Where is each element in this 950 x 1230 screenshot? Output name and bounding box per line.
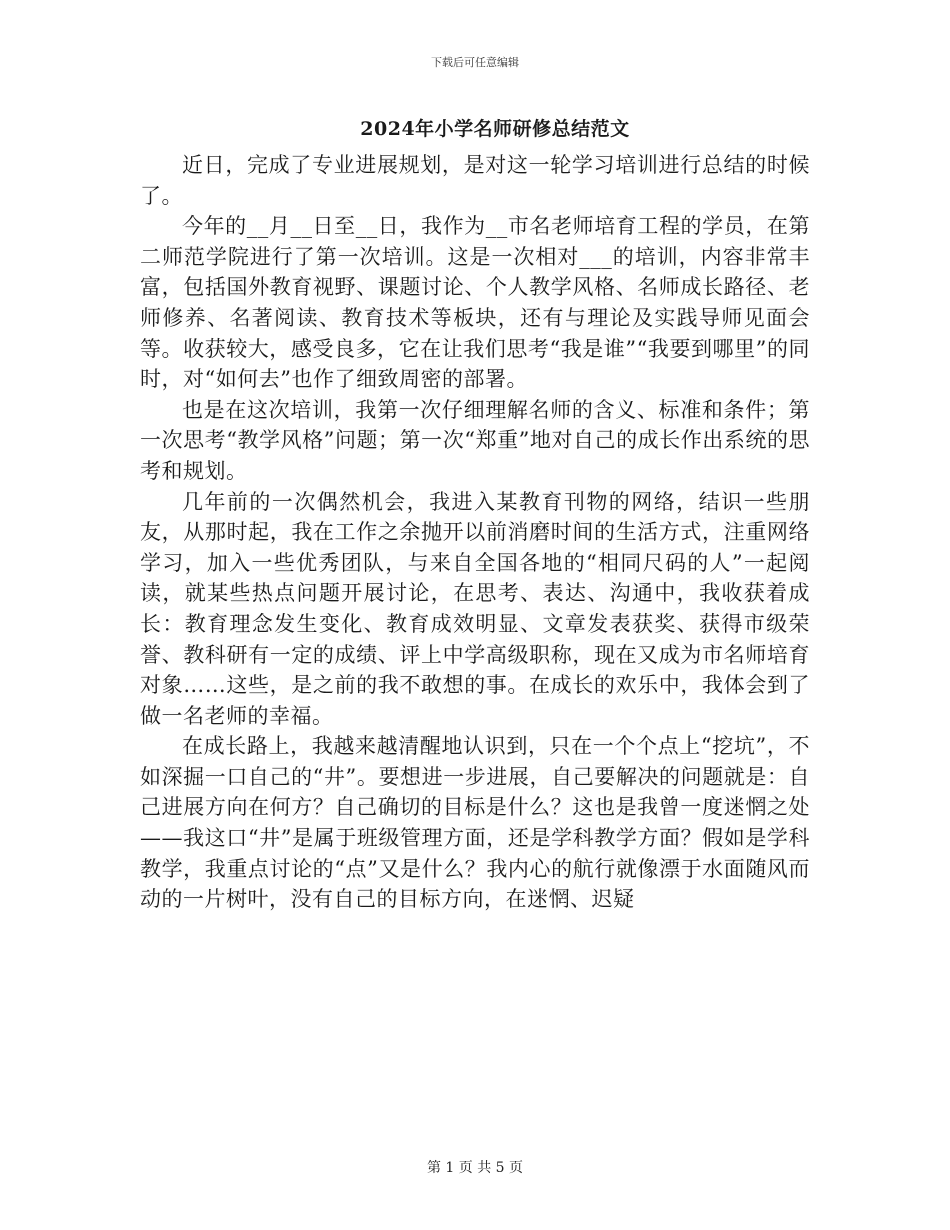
- paragraph: 几年前的一次偶然机会，我进入某教育刊物的网络，结识一些朋友，从那时起，我在工作之余抛开以前消磨时间的生活方式，注重网络学习，加入一些优秀团队，与来自全国各地的“相同尺码的人”一起阅读，就某些热点问题开展讨论，在思考、表达、沟通中，我收获着成长：教育理念发生变化、教育成效明显、文章发表获奖、获得市级荣誉、教科研有一定的成绩、评上中学高级职称，现在又成为市名师培育对象……这些，是之前的我不敢想的事。在成长的欢乐中，我体会到了做一名老师的幸福。: [140, 489, 810, 728]
- paragraph: 也是在这次培训，我第一次仔细理解名师的含义、标准和条件；第一次思考“教学风格”问题；第一次“郑重”地对自己的成长作出系统的思考和规划。: [140, 397, 810, 483]
- page-indicator: 第 1 页 共 5 页: [426, 1160, 524, 1176]
- document-title: 2024年小学名师研修总结范文: [360, 118, 630, 140]
- paragraph: 今年的__月__日至__日，我作为__市名老师培育工程的学员，在第二师范学院进行了第一次培训。这是一次相对___的培训，内容非常丰富，包括国外教育视野、课题讨论、个人教学风格、名师成长路径、老师修养、名著阅读、教育技术等板块，还有与理论及实践导师见面会等。收获较大，感受良多，它在让我们思考“我是谁”“我要到哪里”的同时，对“如何去”也作了细致周密的部署。: [140, 214, 810, 392]
- paragraph: 近日，完成了专业进展规划，是对这一轮学习培训进行总结的时候了。: [140, 153, 810, 208]
- document-body: [140, 150, 810, 915]
- paragraph: 在成长路上，我越来越清醒地认识到，只在一个个点上“挖坑”，不如深掘一口自己的“井”。要想进一步进展，自己要解决的问题就是：自己进展方向在何方？自己确切的目标是什么？这也是我曾一度迷惘之处——我这口“井”是属于班级管理方面，还是学科教学方面？假如是学科教学，我重点讨论的“点”又是什么？我内心的航行就像漂于水面随风而动的一片树叶，没有自己的目标方向，在迷惘、迟疑: [140, 734, 810, 912]
- header-note: 下载后可任意编辑: [431, 56, 519, 69]
